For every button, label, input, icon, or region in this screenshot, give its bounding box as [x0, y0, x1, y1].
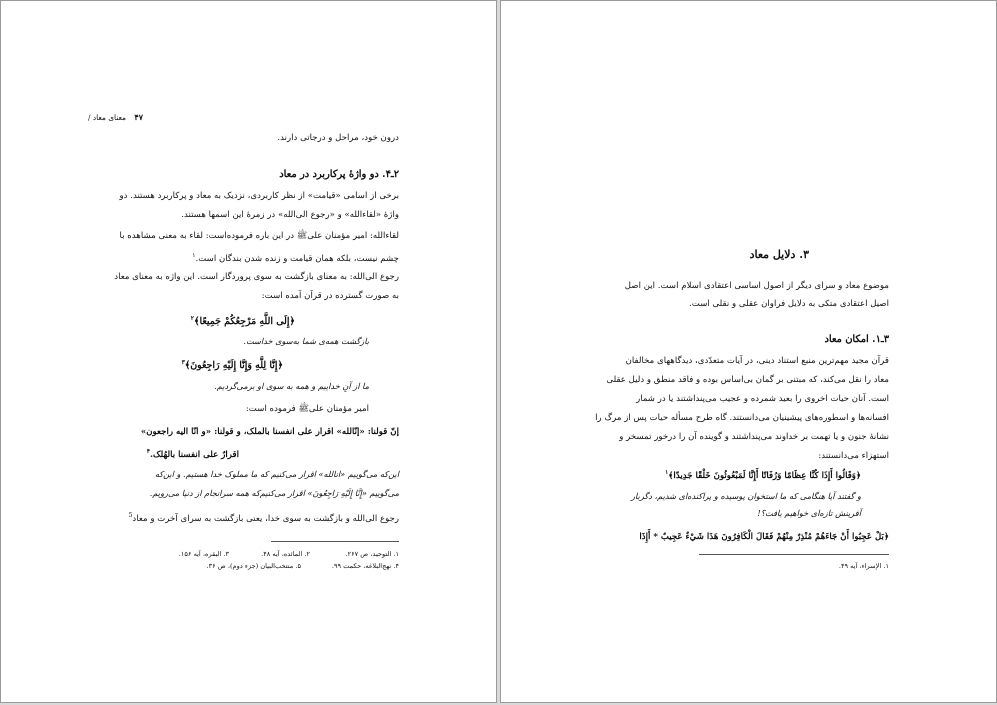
quote-intro: امیر مؤمنان علیﷺ فرموده است: — [245, 404, 369, 414]
verse-translation: آفرینش تازه‌ای خواهیم یافت؟! — [757, 508, 861, 518]
paragraph-line: اصیل اعتقادی متکی به دلایل فراوان عقلی و نقلی است. — [689, 299, 889, 309]
footnote-rule — [699, 554, 889, 555]
footnote-marker: 5 — [128, 512, 133, 519]
quran-verse — [665, 467, 861, 482]
footnote: ۵. منتخب‌البیان (جزء دوم)، ص ۳۶. — [206, 562, 301, 570]
running-title: معنای معاد / — [87, 113, 126, 122]
footnote-marker: ۱ — [665, 469, 669, 476]
verse-text: ﴿وَقَالُوا أَإِذَا كُنَّا عِظَامًا وَرُفَاتًا أَإِنَّا لَمَبْعُوثُونَ خَلْقًا جَدِيدًا﴾ — [668, 470, 861, 481]
quran-verse — [182, 357, 283, 371]
footnote: ۱. الإسراء، آیه ۴۹. — [838, 562, 889, 570]
paragraph-line: واژهٔ «لقاءالله» و «رجوع الی‌الله» در زمرهٔ این اسمها هستند. — [181, 210, 399, 220]
paragraph-line: استهزاء می‌دانستند: — [818, 451, 889, 461]
footnote-marker: ۴ — [146, 448, 150, 455]
paragraph-line: معاد را نقل می‌کند، که مبتنی بر گمان بی‌اساس بوده و فاقد منطق و دلیل عقلی — [606, 375, 889, 385]
left-page — [0, 0, 497, 703]
hadith-text: اقرارٌ علی انفسنا بالهُلک. — [149, 449, 239, 460]
footnote: ۴. نهج‌البلاغه، حکمت ۹۹. — [331, 562, 399, 570]
paragraph-line: است. آنان حیات اخروی را بعید شمرده و عجیب می‌پنداشتند یا در شمار — [636, 394, 889, 404]
footnote: ۳. البقره، آیه ۱۵۶. — [178, 550, 229, 558]
chapter-heading: ۳. دلایل معاد — [749, 248, 809, 261]
footnote-marker: ۲ — [190, 315, 194, 322]
footnote-rule — [271, 541, 399, 542]
footnote-marker: ۱ — [192, 252, 196, 259]
quran-verse: ﴿بَلْ عَجِبُوا أَنْ جَاءَهُمْ مُنْذِرٌ مِنْهُمْ فَقَالَ الْكَافِرُونَ هَذَا شَيْءٌ عَجِيبٌ * أَإِذَا — [639, 532, 889, 542]
hadith-translation: این‌که می‌گوییم «انالله» اقرار می‌کنیم که ما مملوک خدا هستیم. و این‌که — [154, 469, 399, 479]
paragraph-line — [129, 510, 399, 525]
paragraph-line — [192, 250, 399, 265]
section-heading: ۳ـ۱. امکان معاد — [824, 334, 889, 345]
paragraph-line: به صورت گسترده در قرآن آمده است: — [261, 291, 399, 301]
section-heading: ۲ـ۴. دو واژهٔ پرکاربرد در معاد — [279, 169, 399, 180]
verse-translation: و گفتند آیا هنگامی که ما استخوان پوسیده و پراکنده‌ای شدیم، دگربار — [631, 491, 861, 501]
paragraph-line: نشانهٔ جنون و یا تهمت بر خداوند می‌پنداشتند و گوینده آن را درخور تمسخر و — [619, 432, 889, 442]
verse-translation: ما از آنِ خداییم و همه به سوی او برمی‌گردیم. — [214, 381, 369, 391]
paragraph-line: افسانه‌ها و اسطوره‌های پیشینیان می‌دانستند. گاه طرح مسأله حیات پس از مرگ را — [595, 413, 889, 423]
verse-translation: بازگشت همه‌ی شما به‌سوی خداست. — [243, 336, 369, 346]
hadith-line — [147, 446, 239, 461]
paragraph-line: موضوع معاد و سرای دیگر از اصول اساسی اعتقادی اسلام است. این اصل — [624, 281, 889, 291]
footnote-marker: ۳ — [181, 359, 185, 366]
paragraph-line: برخی از اسامی «قیامت» از نظر کاربردی، نزدیک به معاد و پرکاربرد هستند. دو — [119, 191, 399, 201]
paragraph-line: رجوع الی‌الله: به معنای بازگشت به سوی پروردگار است. این واژه به معنای معاد — [114, 272, 399, 282]
continuation-line: درون خود، مراحل و درجاتی دارند. — [277, 133, 399, 143]
quran-verse — [191, 313, 295, 327]
paragraph-text: چشم نیست، بلکه همان قیامت و زنده شدن بندگان است. — [195, 253, 399, 264]
verse-text: ﴿إِلَى اللَّهِ مَرْجِعُكُمْ جَمِيعًا﴾ — [194, 316, 295, 328]
verse-text: ﴿إِنَّا لِلَّهِ وَإِنَّا إِلَيْهِ رَاجِعُونَ﴾ — [184, 360, 283, 372]
hadith-translation: می‌گوییم «إِنَّا إِلَيْهِ رَاجِعُونَ» اقرار می‌کنیم‌که همه سرانجام از دنیا می‌رویم. — [149, 488, 399, 498]
right-page — [500, 0, 997, 703]
page-number: ۴۷ — [134, 112, 143, 122]
paragraph-line: لقاءالله: امیر مؤمنان علیﷺ در این باره فرموده‌است: لقاء به معنی مشاهده با — [119, 231, 399, 241]
paragraph-text: رجوع الی‌الله و بازگشت به سوی خدا، یعنی بازگشت به سرای آخرت و معاد — [132, 513, 399, 524]
paragraph-line: قرآن مجید مهم‌ترین منبع استناد دینی، در آیات متعدّدی، دیدگاههای مخالفان — [625, 356, 889, 366]
footnote: ۱. التوحید، ص ۲۶۷. — [345, 550, 399, 558]
footnote: ۲. المائده، آیه ۴۸. — [261, 550, 310, 558]
hadith-line: إنّ قولنا: «إنّالله» اقرار علی انفسنا بالملک، و قولنا: «و انّا الیه راجعون» — [140, 427, 399, 437]
